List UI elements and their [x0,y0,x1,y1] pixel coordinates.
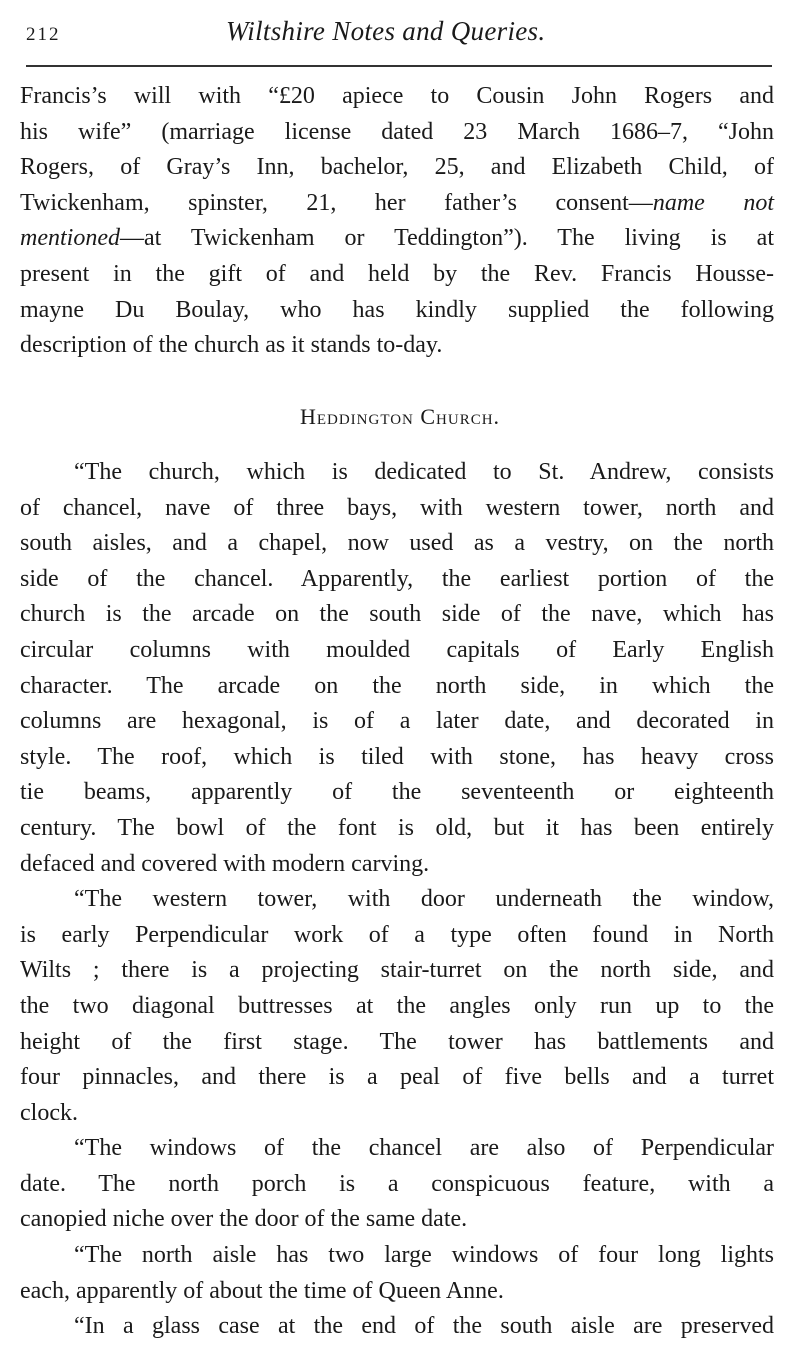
text-line: Wilts ; there is a projecting stair-turret on the north side, and [20,957,774,984]
text-line: south aisles, and a chapel, now used as a vestry, on the north [20,530,774,557]
text-line: his wife” (marriage license dated 23 March 1686–7, “John [20,118,774,145]
page-number: 212 [26,24,61,45]
text-line: “The windows of the chancel are also of Perpendicular [74,1135,774,1162]
text-line: style. The roof, which is tiled with stone, has heavy cross [20,743,774,770]
text-line: description of the church as it stands to-day. [20,332,443,359]
text-line: four pinnacles, and there is a peal of five bells and a turret [20,1064,774,1091]
text-line: “The north aisle has two large windows of four long lights [74,1242,774,1269]
text-line: is early Perpendicular work of a type often found in North [20,921,774,948]
text-line: defaced and covered with modern carving. [20,850,430,877]
text-line: “In a glass case at the end of the south aisle are preserved [74,1313,774,1340]
running-head [26,16,772,52]
text-line: canopied niche over the door of the same date. [20,1206,468,1233]
text-line: of chancel, nave of three bays, with western tower, north and [20,494,774,521]
intro-paragraph [20,79,774,364]
text-line: side of the chancel. Apparently, the earliest portion of the [20,565,774,592]
text-line: date. The north porch is a conspicuous feature, with a [20,1170,774,1197]
text-line: tie beams, apparently of the seventeenth or eighteenth [20,779,774,806]
text-line: Twickenham, spinster, 21, her father’s consent—name not [20,189,775,216]
text-line: “The church, which is dedicated to St. Andrew, consists [74,459,774,485]
text-line: height of the first stage. The tower has battlements and [20,1028,774,1055]
section-heading: Heddington Church. [299,404,501,429]
text-line: “The western tower, with door underneath the window, [74,886,774,913]
text-line: mayne Du Boulay, who has kindly supplied the following [20,296,774,323]
text-line: present in the gift of and held by the Rev. Francis Housse- [20,260,774,287]
text-line: Francis’s will with “£20 apiece to Cousin John Rogers and [20,83,774,109]
journal-title: Wiltshire Notes and Queries. [226,16,546,46]
text-line: circular columns with moulded capitals of Early English [20,636,774,663]
text-line: columns are hexagonal, is of a later date, and decorated in [20,708,774,735]
italic-text: name not [652,189,775,216]
text-line: clock. [20,1099,78,1126]
italic-text: mentioned [20,225,120,252]
header-rule [26,65,772,67]
text-line: century. The bowl of the font is old, but it has been entirely [20,814,774,841]
church-description [20,455,774,1345]
text-line: each, apparently of about the time of Queen Anne. [20,1277,504,1304]
text-line: the two diagonal buttresses at the angles only run up to the [20,992,774,1019]
text-line: Rogers, of Gray’s Inn, bachelor, 25, and Elizabeth Child, of [20,154,774,181]
text-line: mentioned—at Twickenham or Teddington”). The living is at [20,225,774,252]
text-line: character. The arcade on the north side, in which the [20,672,774,699]
text-line: church is the arcade on the south side of the nave, which has [20,601,774,628]
